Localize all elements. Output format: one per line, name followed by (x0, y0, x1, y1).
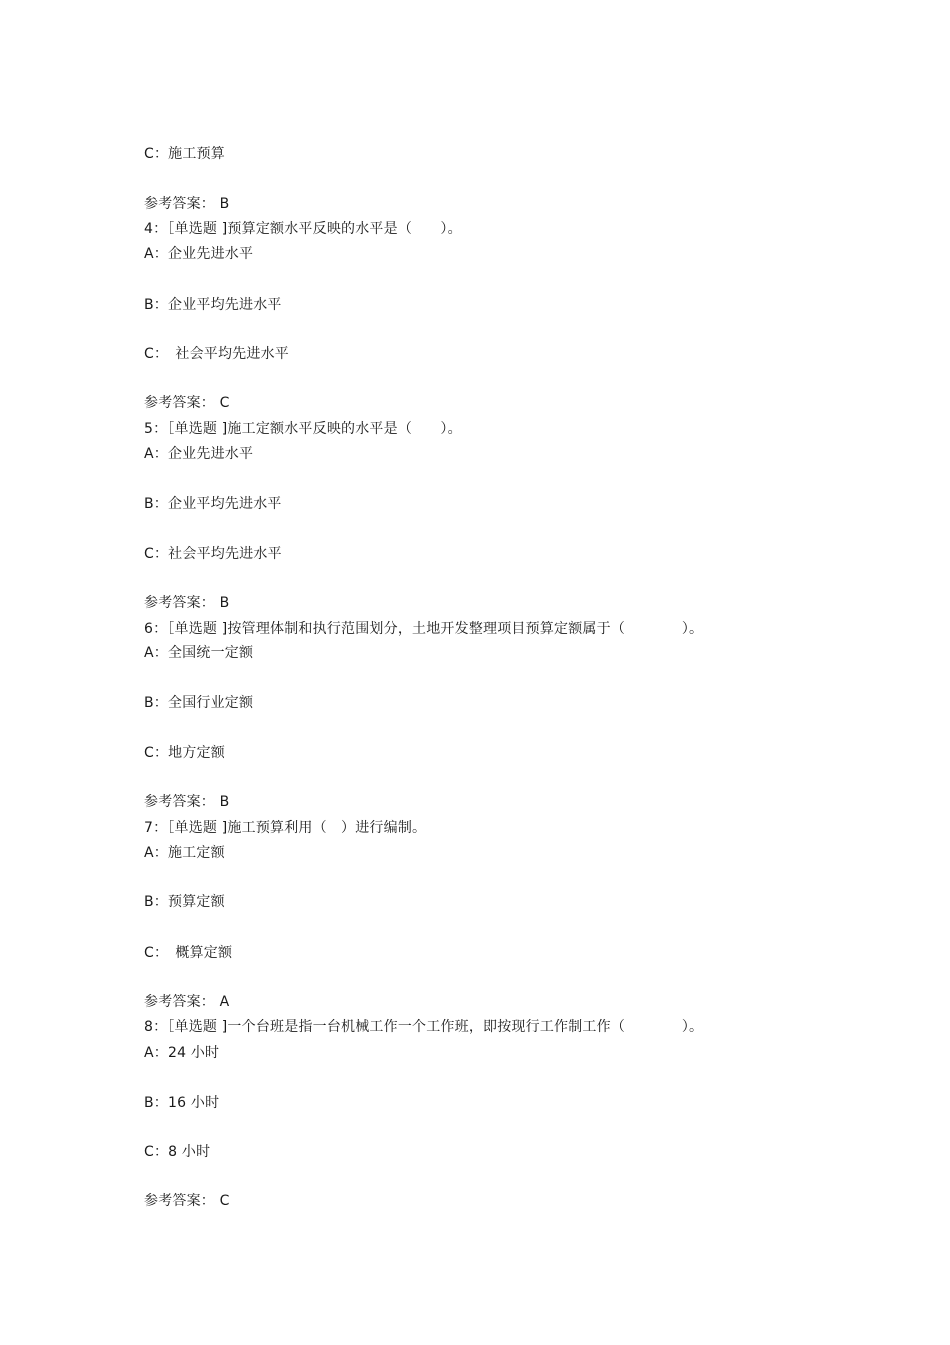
question-5: 5：［单选题 ]施工定额水平反映的水平是（ ）。 (144, 421, 462, 437)
option-c: C： 社会平均先进水平 (144, 346, 289, 362)
option-b: B：预算定额 (144, 894, 225, 910)
option-c: C：8 小时 (144, 1144, 211, 1160)
option-a: A：24 小时 (144, 1045, 220, 1061)
answer: 参考答案： A (144, 994, 230, 1010)
option-b: B：企业平均先进水平 (144, 496, 282, 512)
option-a: A：企业先进水平 (144, 446, 254, 462)
answer: 参考答案： B (144, 196, 230, 212)
option-b: B：16 小时 (144, 1095, 220, 1111)
question-7: 7：［单选题 ]施工预算利用（ ）进行编制。 (144, 820, 427, 836)
option-c: C：地方定额 (144, 745, 225, 761)
option-a: A：全国统一定额 (144, 645, 254, 661)
answer: 参考答案： B (144, 595, 230, 611)
question-8: 8：［单选题 ]一个台班是指一台机械工作一个工作班，即按现行工作制工作（ ）。 (144, 1019, 704, 1035)
option-b: B：企业平均先进水平 (144, 297, 282, 313)
answer: 参考答案： C (144, 395, 230, 411)
option-a: A：施工定额 (144, 845, 225, 861)
option-c: C：社会平均先进水平 (144, 546, 282, 562)
answer: 参考答案： B (144, 794, 230, 810)
answer: 参考答案： C (144, 1193, 230, 1209)
option-a: A：企业先进水平 (144, 246, 254, 262)
option-c: C： 概算定额 (144, 945, 233, 961)
option-c: C：施工预算 (144, 146, 225, 162)
question-6: 6：［单选题 ]按管理体制和执行范围划分，土地开发整理项目预算定额属于（ ）。 (144, 621, 704, 637)
option-b: B：全国行业定额 (144, 695, 254, 711)
question-4: 4：［单选题 ]预算定额水平反映的水平是（ ）。 (144, 221, 462, 237)
